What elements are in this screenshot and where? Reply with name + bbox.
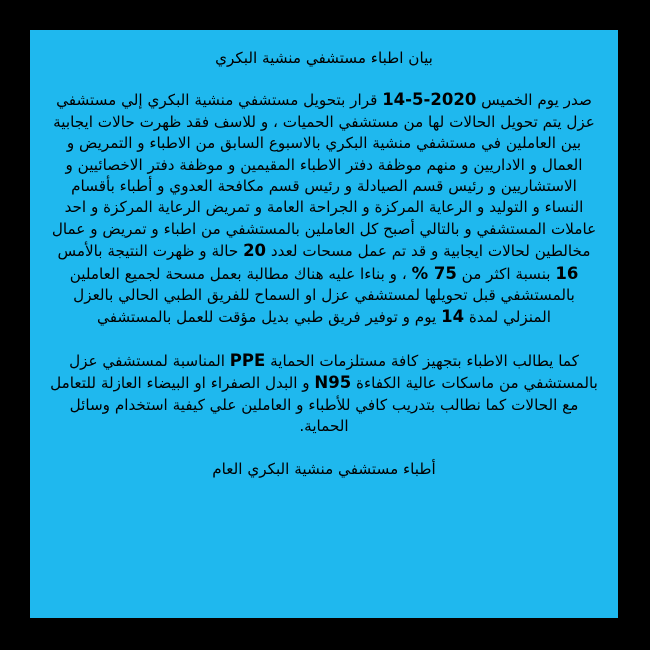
positive-percent: 75 % — [411, 263, 457, 283]
p1-text-6: يوم و توفير فريق طبي بديل مؤقت للعمل بالمستشفي — [97, 308, 442, 327]
statement-paragraph-2 — [50, 350, 598, 438]
p1-text-2: قرار بتحويل مستشفي منشية البكري إلي مستشفي عزل يتم تحويل الحالات لها من مستشفي الحميات ، و للاسف فقد ظهرت حالات ايجابية بين العاملين في مستشفي منشية البكري بالاسبوع السابق من الاطباء و التمريض و العمال و الاداريين و منهم موظفة دفتر الاطباء المقيمين و موظفة دفتر الاخصائيين و الاستشاريين و رئيس قسم الصيادلة و رئيس قسم مكافحة العدوي و أطباء بأقسام النساء و التوليد و الرعاية المركزة و الجراحة العامة و تمريض الرعاية المركزة و احد عاملات المستشفي و بالتالي أصبح كل العاملين بالمستشفي من اطباء و تمريض و عمال مخالطين لحالات ايجابية و قد تم عمل مسحات لعدد — [51, 91, 597, 261]
p2-text-1: كما يطالب الاطباء بتجهيز كافة مستلزمات الحماية — [265, 351, 579, 370]
p1-text-4: بنسبة اكثر من — [456, 264, 556, 283]
decision-date: 2020-5-14 — [382, 90, 477, 110]
n95-term: N95 — [314, 373, 352, 393]
isolation-days: 14 — [441, 307, 465, 327]
statement-signature: أطباء مستشفي منشية البكري العام — [212, 459, 436, 478]
swab-count: 20 — [243, 241, 267, 261]
p1-text-3: حالة و ظهرت النتيجة بالأمس — [57, 242, 244, 261]
ppe-term: PPE — [229, 350, 266, 370]
p1-text-1: صدر يوم الخميس — [476, 91, 592, 110]
p2-text-3: و البدل الصفراء او البيضاء العازلة للتعامل مع الحالات كما نطالب بتدريب كافي للأطباء و العاملين علي كيفية استخدام وسائل الحماية. — [50, 374, 579, 436]
p1-text-5: ، و بناءا عليه هناك مطالبة بعمل مسحة لجميع العاملين بالمستشفي قبل تحويلها لمستشفي عزل او السماح للفريق الطبي الحالي بالعزل المنزلي لمدة — [69, 264, 575, 327]
statement-title: بيان اطباء مستشفي منشية البكري — [215, 49, 433, 67]
positive-count: 16 — [555, 263, 579, 283]
statement-panel — [30, 30, 618, 618]
statement-paragraph-1 — [50, 89, 598, 328]
p2-text-2: المناسبة لمستشفي عزل بالمستشفي من ماسكات عالية الكفاءة — [69, 351, 598, 393]
